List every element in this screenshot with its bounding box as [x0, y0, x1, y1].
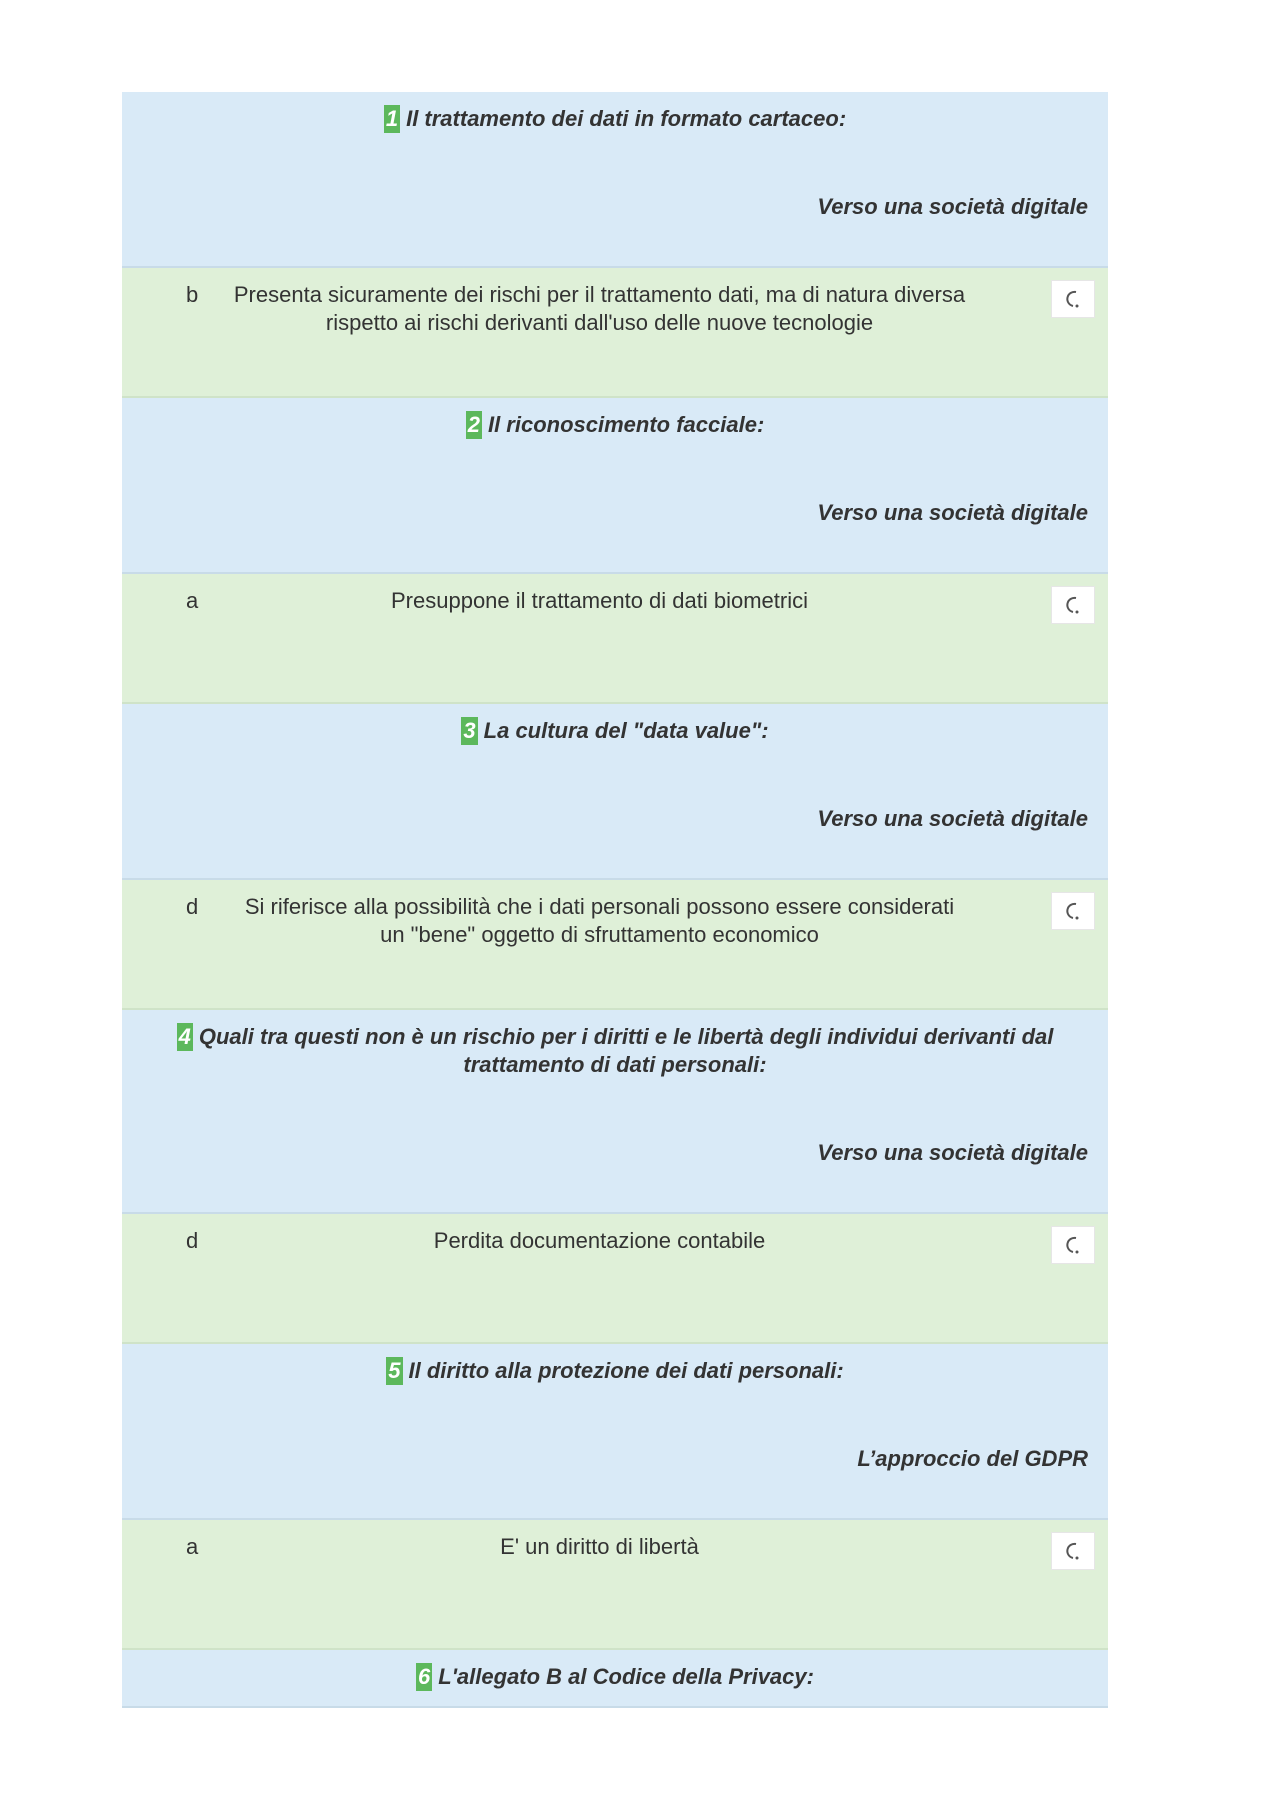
- question-block: [122, 1010, 1108, 1214]
- question-title: [122, 704, 1108, 745]
- question-text: Il trattamento dei dati in formato cartaceo:: [406, 106, 847, 131]
- answer-block: [122, 1214, 1108, 1344]
- answer-check-box[interactable]: [1051, 586, 1095, 624]
- question-block: [122, 1344, 1108, 1520]
- question-source: Verso una società digitale: [817, 806, 1088, 831]
- question-title: [122, 92, 1108, 133]
- question-number: 6: [418, 1664, 431, 1689]
- answer-check-box[interactable]: [1051, 892, 1095, 930]
- answer-text: Presuppone il trattamento di dati biometrici: [391, 588, 808, 613]
- spinner-icon: [1062, 594, 1084, 616]
- question-text: Il riconoscimento facciale:: [487, 412, 765, 437]
- spinner-icon: [1062, 900, 1084, 922]
- question-block: [122, 1650, 1108, 1708]
- answer-block: [122, 1520, 1108, 1650]
- spinner-icon: [1062, 288, 1084, 310]
- answer-text: E' un diritto di libertà: [500, 1534, 699, 1559]
- spinner-icon: [1062, 1540, 1084, 1562]
- question-source: Verso una società digitale: [817, 500, 1088, 525]
- question-title: [122, 1650, 1108, 1691]
- question-source: Verso una società digitale: [817, 194, 1088, 219]
- question-block: [122, 92, 1108, 268]
- answer-text: Si riferisce alla possibilità che i dati personali possono essere considerati un "bene" oggetto di sfruttamento economico: [244, 894, 955, 947]
- answer-check-box[interactable]: [1051, 1532, 1095, 1570]
- question-text: L'allegato B al Codice della Privacy:: [438, 1664, 814, 1689]
- answer-letter: a: [186, 588, 199, 613]
- answer-letter: b: [186, 282, 199, 307]
- answer-letter: a: [186, 1534, 199, 1559]
- question-title: [122, 1010, 1108, 1079]
- answer-block: [122, 880, 1108, 1010]
- question-number: 2: [467, 412, 480, 437]
- question-title: [122, 398, 1108, 439]
- answer-block: [122, 268, 1108, 398]
- question-source: Verso una società digitale: [817, 1140, 1088, 1165]
- question-source: L’approccio del GDPR: [857, 1446, 1088, 1471]
- question-text: Quali tra questi non è un rischio per i diritti e le libertà degli individui derivanti dal trattamento di dati personali:: [198, 1024, 1054, 1077]
- question-text: Il diritto alla protezione dei dati personali:: [408, 1358, 844, 1383]
- answer-text: Perdita documentazione contabile: [433, 1228, 766, 1253]
- answer-check-box[interactable]: [1051, 280, 1095, 318]
- question-text: La cultura del "data value":: [483, 718, 769, 743]
- question-block: [122, 398, 1108, 574]
- quiz-list: [122, 92, 1108, 1708]
- answer-block: [122, 574, 1108, 704]
- question-number: 1: [385, 106, 399, 131]
- answer-letter: d: [186, 894, 199, 919]
- question-title: [122, 1344, 1108, 1385]
- question-block: [122, 704, 1108, 880]
- question-number: 3: [463, 718, 476, 743]
- answer-check-box[interactable]: [1051, 1226, 1095, 1264]
- question-number: 5: [388, 1358, 401, 1383]
- answer-letter: d: [186, 1228, 199, 1253]
- spinner-icon: [1062, 1234, 1084, 1256]
- question-number: 4: [178, 1024, 191, 1049]
- answer-text: Presenta sicuramente dei rischi per il trattamento dati, ma di natura diversa rispetto ai rischi derivanti dall'uso delle nuove tecnologie: [233, 282, 966, 335]
